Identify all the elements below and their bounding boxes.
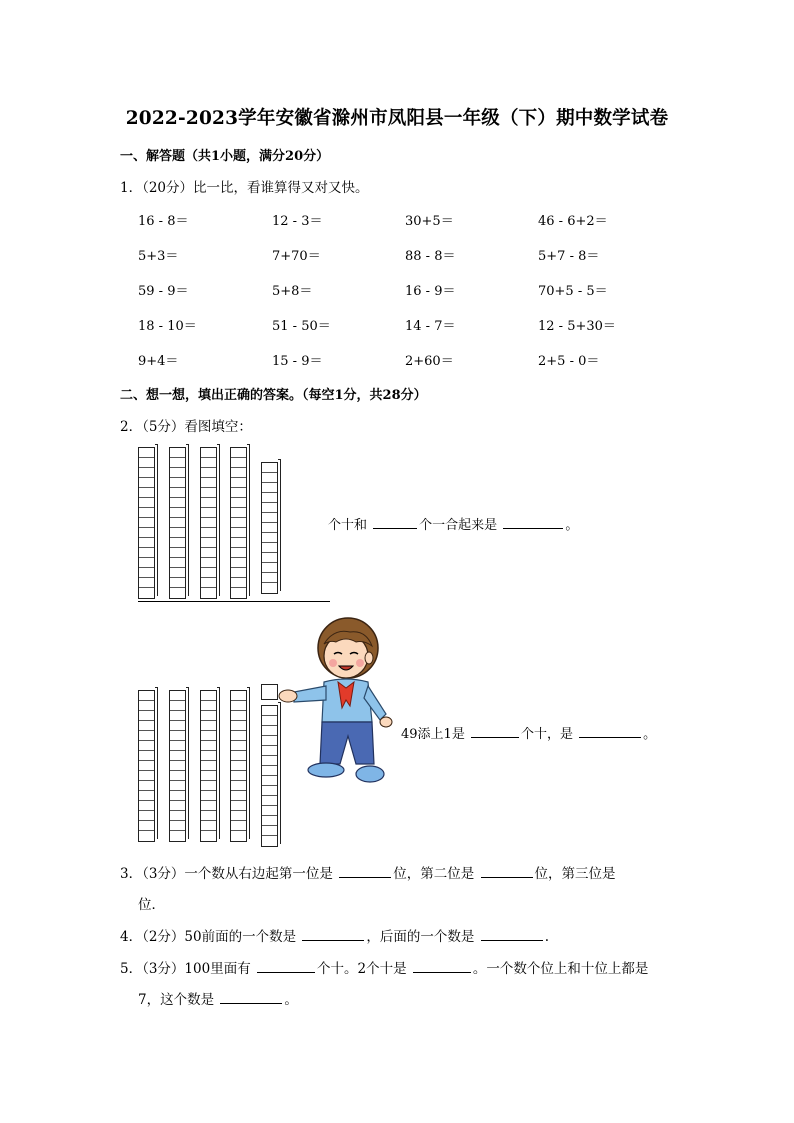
ten-rod — [138, 447, 155, 599]
rod-cell — [139, 801, 154, 811]
rod-cell — [170, 741, 185, 751]
rod-cell — [139, 721, 154, 731]
rod-cell — [139, 448, 154, 458]
rod-cell — [170, 721, 185, 731]
fig2-text-a: 49添上1是 — [401, 727, 465, 742]
rod-cell — [262, 503, 277, 513]
rod-cell — [201, 488, 216, 498]
rod-shadow — [247, 444, 250, 596]
rod-cell — [170, 781, 185, 791]
rod-cell — [139, 811, 154, 821]
calc-item: 46 - 6+2＝ — [538, 214, 608, 229]
rod-cell — [231, 821, 246, 831]
rod-cell — [262, 473, 277, 483]
rod-cell — [201, 791, 216, 801]
rod-shadow — [186, 687, 189, 839]
rod-cell — [231, 721, 246, 731]
rod-cell — [201, 691, 216, 701]
rod-cell — [231, 761, 246, 771]
rod-cell — [231, 568, 246, 578]
fig2-blank-tens[interactable] — [471, 725, 519, 738]
figure1-baseline — [138, 601, 330, 602]
rod-cell — [170, 488, 185, 498]
rod-cell — [231, 458, 246, 468]
fig1-text-b: 个一合起来是 — [419, 518, 498, 533]
rod-cell — [262, 583, 277, 593]
rod-cell — [170, 568, 185, 578]
calc-item: 70+5 - 5＝ — [538, 284, 608, 299]
rod-cell — [262, 806, 277, 816]
rod-cell — [231, 538, 246, 548]
rod-cell — [201, 701, 216, 711]
rod-cell — [139, 548, 154, 558]
q3-text-a: 3．（3分）一个数从右边起第一位是 — [120, 866, 333, 882]
rod-shadow — [217, 444, 220, 596]
rod-cell — [139, 791, 154, 801]
ten-rod — [138, 690, 155, 842]
rod-cell — [201, 751, 216, 761]
rod-cell — [231, 518, 246, 528]
calc-item: 16 - 9＝ — [405, 284, 456, 299]
rod-cell — [262, 716, 277, 726]
calc-item: 51 - 50＝ — [272, 319, 331, 334]
rod-cell — [170, 691, 185, 701]
rod-cell — [139, 468, 154, 478]
rod-cell — [201, 458, 216, 468]
rod-cell — [231, 791, 246, 801]
rod-cell — [231, 548, 246, 558]
rod-cell — [139, 691, 154, 701]
q2-stem: 2．（5分）看图填空： — [120, 419, 252, 435]
rod-cell — [139, 518, 154, 528]
rod-shadow — [217, 687, 220, 839]
q5-line2 — [138, 988, 298, 1008]
rod-cell — [231, 731, 246, 741]
rod-cell — [170, 528, 185, 538]
q4-line — [120, 925, 549, 945]
rod-cell — [170, 448, 185, 458]
rod-cell — [170, 701, 185, 711]
rod-cell — [262, 553, 277, 563]
calc-item: 5+8＝ — [272, 284, 313, 299]
rod-cell — [262, 706, 277, 716]
ten-rod — [200, 690, 217, 842]
q3-line1 — [120, 862, 616, 882]
rod-cell — [231, 711, 246, 721]
rod-cell — [201, 558, 216, 568]
rod-cell — [262, 463, 277, 473]
rod-cell — [201, 538, 216, 548]
rod-cell — [201, 578, 216, 588]
rod-cell — [231, 691, 246, 701]
fig2-blank-number[interactable] — [579, 725, 641, 738]
q3-line2: 位． — [138, 897, 165, 913]
rod-cell — [201, 811, 216, 821]
rod-cell — [139, 821, 154, 831]
rod-cell — [139, 781, 154, 791]
q3-blank-1[interactable] — [339, 865, 391, 878]
q4-text-a: 4．（2分）50前面的一个数是 — [120, 929, 297, 945]
q5-blank-3[interactable] — [220, 991, 282, 1004]
fig1-text-c: 。 — [565, 518, 579, 533]
rod-cell — [201, 468, 216, 478]
section1-heading: 一、解答题（共1小题，满分20分） — [120, 149, 330, 164]
rod-cell — [231, 558, 246, 568]
rod-cell — [262, 776, 277, 786]
rod-shadow — [155, 444, 158, 596]
calc-item: 88 - 8＝ — [405, 249, 456, 264]
q3-text-c: 位，第三位是 — [534, 866, 616, 882]
q1-stem: 1．（20分）比一比，看谁算得又对又快。 — [120, 180, 369, 196]
rod-cell — [201, 801, 216, 811]
ten-rod — [200, 447, 217, 599]
rod-cell — [170, 588, 185, 598]
rod-cell — [231, 588, 246, 598]
rod-cell — [231, 781, 246, 791]
rod-cell — [231, 831, 246, 841]
rod-cell — [139, 488, 154, 498]
rod-cell — [201, 741, 216, 751]
rod-cell — [262, 543, 277, 553]
rod-cell — [139, 478, 154, 488]
rod-cell — [170, 731, 185, 741]
q4-blank-1[interactable] — [302, 928, 364, 941]
rod-cell — [231, 701, 246, 711]
rod-cell — [231, 751, 246, 761]
rod-cell — [262, 563, 277, 573]
rod-cell — [262, 483, 277, 493]
q4-blank-2[interactable] — [481, 928, 543, 941]
rod-cell — [170, 518, 185, 528]
q3-text-b: 位，第二位是 — [393, 866, 475, 882]
rod-cell — [262, 513, 277, 523]
rod-cell — [170, 548, 185, 558]
rod-cell — [170, 538, 185, 548]
rod-cell — [170, 801, 185, 811]
rod-cell — [201, 731, 216, 741]
rod-cell — [201, 711, 216, 721]
fig2-text-b: 个十，是 — [520, 727, 573, 742]
rod-cell — [139, 578, 154, 588]
calc-item: 2+5 - 0＝ — [538, 354, 600, 369]
fig2-sentence — [401, 723, 656, 742]
q5-text-d: 7，这个数是 — [138, 992, 215, 1008]
rod-cell — [231, 528, 246, 538]
q4-text-b: ，后面的一个数是 — [366, 929, 475, 945]
rod-cell — [139, 558, 154, 568]
rod-cell — [231, 468, 246, 478]
rod-cell — [201, 781, 216, 791]
rod-cell — [139, 458, 154, 468]
rod-cell — [231, 578, 246, 588]
fig1-sentence — [328, 514, 578, 533]
calc-item: 12 - 5+30＝ — [538, 319, 616, 334]
rod-cell — [262, 533, 277, 543]
rod-cell — [262, 726, 277, 736]
calc-item: 9+4＝ — [138, 354, 179, 369]
rod-cell — [262, 493, 277, 503]
rod-cell — [139, 831, 154, 841]
rod-cell — [201, 831, 216, 841]
rod-cell — [201, 771, 216, 781]
q3-blank-2[interactable] — [481, 865, 533, 878]
rod-cell — [139, 568, 154, 578]
rod-cell — [139, 741, 154, 751]
rod-cell — [139, 701, 154, 711]
rod-cell — [170, 468, 185, 478]
rod-cell — [201, 821, 216, 831]
calc-item: 15 - 9＝ — [272, 354, 323, 369]
ten-rod — [230, 447, 247, 599]
rod-cell — [262, 766, 277, 776]
rod-cell — [139, 508, 154, 518]
ten-rod — [230, 690, 247, 842]
rod-cell — [139, 731, 154, 741]
q5-text-b: 个十。2个十是 — [317, 961, 407, 977]
rod-cell — [170, 711, 185, 721]
calc-item: 5+3＝ — [138, 249, 179, 264]
boy-illustration — [276, 610, 400, 790]
fig2-text-c: 。 — [643, 727, 657, 742]
rod-cell — [231, 478, 246, 488]
rod-cell — [139, 588, 154, 598]
rod-cell — [170, 751, 185, 761]
rod-cell — [201, 478, 216, 488]
rod-cell — [231, 488, 246, 498]
section2-heading: 二、想一想，填出正确的答案。（每空1分，共28分） — [120, 388, 427, 403]
q5-text-c: 。一个数个位上和十位上都是 — [472, 961, 649, 977]
rod-cell — [170, 821, 185, 831]
q5-blank-1[interactable] — [257, 960, 315, 973]
rod-cell — [170, 761, 185, 771]
rod-shadow — [247, 687, 250, 839]
rod-cell — [170, 478, 185, 488]
page-title: 2022-2023学年安徽省滁州市凤阳县一年级（下）期中数学试卷 — [125, 108, 669, 129]
rod-cell — [262, 836, 277, 846]
calc-item: 18 - 10＝ — [138, 319, 197, 334]
q5-blank-2[interactable] — [413, 960, 471, 973]
calc-item: 5+7 - 8＝ — [538, 249, 600, 264]
rod-cell — [201, 568, 216, 578]
calc-item: 12 - 3＝ — [272, 214, 323, 229]
q5-text-e: 。 — [284, 992, 298, 1008]
rod-cell — [170, 508, 185, 518]
rod-cell — [201, 721, 216, 731]
rod-cell — [170, 458, 185, 468]
calc-item: 2+60＝ — [405, 354, 454, 369]
q5-line1 — [120, 957, 648, 977]
rod-cell — [262, 736, 277, 746]
rod-cell — [139, 538, 154, 548]
rod-cell — [262, 523, 277, 533]
rod-cell — [170, 831, 185, 841]
rod-cell — [139, 498, 154, 508]
rod-cell — [262, 816, 277, 826]
q5-text-a: 5．（3分）100里面有 — [120, 961, 251, 977]
rod-cell — [170, 498, 185, 508]
calc-item: 59 - 9＝ — [138, 284, 189, 299]
fig1-text-a: 个十和 — [328, 518, 368, 533]
rod-cell — [201, 448, 216, 458]
rod-cell — [262, 573, 277, 583]
rod-cell — [139, 761, 154, 771]
rod-cell — [231, 508, 246, 518]
rod-cell — [201, 761, 216, 771]
ten-rod — [169, 690, 186, 842]
rod-cell — [170, 558, 185, 568]
calc-item: 14 - 7＝ — [405, 319, 456, 334]
rod-cell — [262, 786, 277, 796]
q4-text-c: . — [544, 929, 549, 945]
fig1-blank-total[interactable] — [503, 516, 563, 529]
rod-cell — [231, 801, 246, 811]
rod-shadow — [186, 444, 189, 596]
rod-shadow — [278, 459, 281, 591]
rod-shadow — [155, 687, 158, 839]
rod-cell — [170, 771, 185, 781]
rod-cell — [201, 508, 216, 518]
rod-cell — [262, 756, 277, 766]
rod-cell — [231, 498, 246, 508]
rod-cell — [201, 518, 216, 528]
rod-cell — [170, 578, 185, 588]
ten-rod — [169, 447, 186, 599]
rod-cell — [231, 811, 246, 821]
rod-cell — [139, 528, 154, 538]
rod-cell — [231, 448, 246, 458]
rod-cell — [262, 826, 277, 836]
rod-cell — [201, 498, 216, 508]
rod-cell — [262, 796, 277, 806]
rod-cell — [231, 771, 246, 781]
rod-cell — [262, 746, 277, 756]
rod-cell — [201, 548, 216, 558]
calc-item: 7+70＝ — [272, 249, 321, 264]
rod-cell — [231, 741, 246, 751]
partial-rod — [261, 462, 278, 594]
rod-cell — [170, 791, 185, 801]
rod-cell — [201, 528, 216, 538]
rod-cell — [139, 771, 154, 781]
rod-cell — [170, 811, 185, 821]
rod-cell — [201, 588, 216, 598]
calc-item: 16 - 8＝ — [138, 214, 189, 229]
rod-cell — [139, 711, 154, 721]
fig1-blank-ones[interactable] — [373, 516, 417, 529]
calc-item: 30+5＝ — [405, 214, 454, 229]
rod-cell — [139, 751, 154, 761]
